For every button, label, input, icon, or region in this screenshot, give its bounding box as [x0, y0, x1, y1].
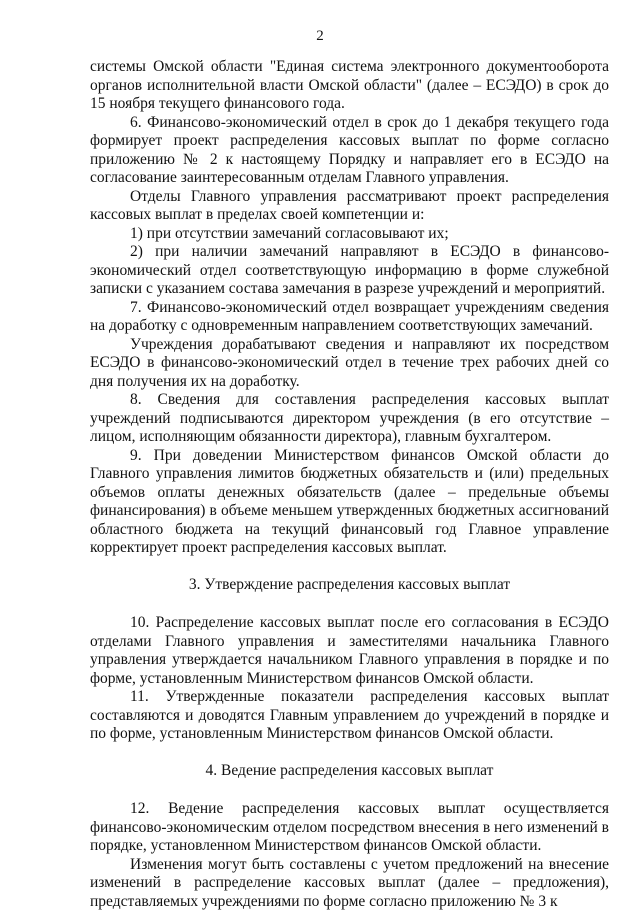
- section-heading-3: 3. Утверждение распределения кассовых выплат: [90, 576, 609, 595]
- paragraph-item-9: 9. При доведении Министерством финансов Омской области до Главного управления лимитов бюджетных обязательств и (или) предельных объемов оплаты денежных обязательств (далее – предельные объемы финансирования) в объеме меньшем утвержденных бюджетных ассигнований областного бюджета на текущий финансовый год Главное управление корректирует проект распределения кассовых выплат.: [90, 447, 609, 558]
- paragraph-item-8: 8. Сведения для составления распределения кассовых выплат учреждений подписываются директором учреждения (в его отсутствие – лицом, исполняющим обязанности директора), главным бухгалтером.: [90, 391, 609, 447]
- page-number: 2: [0, 28, 640, 45]
- paragraph-intro: системы Омской области "Единая система электронного документооборота органов исполнительной власти Омской области" (далее – ЕСЭДО) в срок до 15 ноября текущего финансового года.: [90, 58, 609, 114]
- paragraph-changes: Изменения могут быть составлены с учетом предложений на внесение изменений в распределение кассовых выплат (далее – предложения), представляемых учреждениями по форме согласно приложению № 3 к: [90, 856, 609, 911]
- paragraph-item-6: 6. Финансово-экономический отдел в срок до 1 декабря текущего года формирует проект распределения кассовых выплат по форме согласно приложению № 2 к настоящему Порядку и направляет его в ЕСЭДО на согласование заинтересованным отделам Главного управления.: [90, 114, 609, 188]
- paragraph-item-7: 7. Финансово-экономический отдел возвращает учреждениям сведения на доработку с одновременным направлением соответствующих замечаний.: [90, 299, 609, 336]
- paragraph-institutions-rework: Учреждения дорабатывают сведения и направляют их посредством ЕСЭДО в финансово-экономический отдел в течение трех рабочих дней со дня получения их на доработку.: [90, 336, 609, 392]
- paragraph-item-10: 10. Распределение кассовых выплат после его согласования в ЕСЭДО отделами Главного управления и заместителями начальника Главного управления утверждается начальником Главного управления в порядке и по форме, установленным Министерством финансов Омской области.: [90, 614, 609, 688]
- section-heading-4: 4. Ведение распределения кассовых выплат: [90, 762, 609, 781]
- document-body: [90, 58, 609, 911]
- paragraph-subitem-2: 2) при наличии замечаний направляют в ЕСЭДО в финансово-экономический отдел соответствующую информацию в форме служебной записки с указанием состава замечания в разрезе учреждений и мероприятий.: [90, 243, 609, 299]
- paragraph-subitem-1: 1) при отсутствии замечаний согласовывают их;: [90, 225, 609, 244]
- paragraph-departments-review: Отделы Главного управления рассматривают проект распределения кассовых выплат в пределах своей компетенции и:: [90, 188, 609, 225]
- paragraph-item-12: 12. Ведение распределения кассовых выплат осуществляется финансово-экономическим отделом посредством внесения в него изменений в порядке, установленном Министерством финансов Омской области.: [90, 800, 609, 856]
- paragraph-item-11: 11. Утвержденные показатели распределения кассовых выплат составляются и доводятся Главным управлением до учреждений в порядке и по форме, установленным Министерством финансов Омской области.: [90, 688, 609, 744]
